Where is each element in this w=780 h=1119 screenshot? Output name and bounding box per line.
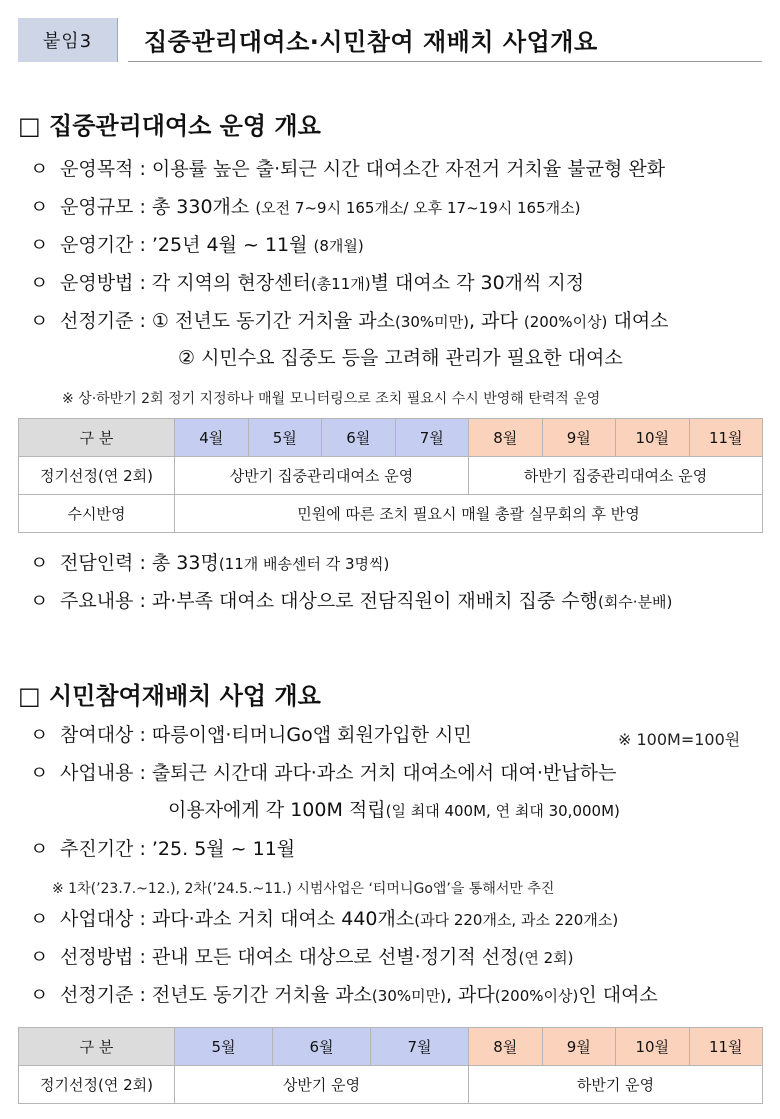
page-header [18,18,762,62]
s1-criteria: ㅇ 선정기준 : ① 전년도 동기간 거치율 과소(30%미만), 과다 (200%이상) 대여소 [30,310,669,332]
s1-method: ㅇ 운영방법 : 각 지역의 현장센터(총11개)별 대여소 각 30개씩 지정 [30,272,585,294]
s1-period: ㅇ 운영기간 : ’25년 4월 ~ 11월 (8개월) [30,234,364,256]
month-cell: 10월 [616,1028,690,1066]
attachment-tag: 붙임3 [18,18,118,62]
section1-heading: □ 집중관리대여소 운영 개요 [18,112,321,140]
month-cell: 9월 [542,419,616,457]
row-label: 정기선정(연 2회) [19,457,175,495]
s2-scope: ㅇ 사업대상 : 과다·과소 거치 대여소 440개소(과다 220개소, 과소 220개소) [30,908,619,930]
month-cell: 5월 [248,419,322,457]
adhoc-cell: 민원에 따른 조치 필요시 매월 총괄 실무회의 후 반영 [175,495,763,533]
month-cell: 11월 [689,419,763,457]
month-cell: 6월 [322,419,396,457]
month-cell: 6월 [273,1028,371,1066]
s1-scale: ㅇ 운영규모 : 총 330개소 (오전 7~9시 165개소/ 오후 17~19시 165개소) [30,196,581,218]
s2-target: ㅇ 참여대상 : 따릉이앱·티머니Go앱 회원가입한 시민 [30,724,472,746]
s2-method: ㅇ 선정방법 : 관내 모든 대여소 대상으로 선별·정기적 선정(연 2회) [30,946,574,968]
second-half-cell: 하반기 집중관리대여소 운영 [469,457,763,495]
s1-criteria-2: ② 시민수요 집중도 등을 고려해 관리가 필요한 대여소 [178,347,623,369]
s2-criteria: ㅇ 선정기준 : 전년도 동기간 거치율 과소(30%미만), 과다(200%이상)인 대여소 [30,984,658,1006]
s2-unit-note: ※ 100M=100원 [618,730,741,749]
month-cell: 5월 [175,1028,273,1066]
row-label: 정기선정(연 2회) [19,1066,175,1104]
s2-schedule-table [18,1027,763,1104]
s2-content: ㅇ 사업내용 : 출퇴근 시간대 과다·과소 거치 대여소에서 대여·반납하는 [30,762,617,784]
s2-content-2: 이용자에게 각 100M 적립(일 최대 400M, 연 최대 30,000M) [168,799,620,821]
table-header: 구 분 [19,419,175,457]
s1-schedule-table [18,418,763,533]
first-half-cell: 상반기 운영 [175,1066,469,1104]
month-cell: 7월 [395,419,469,457]
month-cell: 8월 [469,419,543,457]
month-cell: 8월 [469,1028,543,1066]
month-cell: 4월 [175,419,249,457]
s1-content: ㅇ 주요내용 : 과·부족 대여소 대상으로 전담직원이 재배치 집중 수행(회수·분배) [30,590,673,612]
table-header: 구 분 [19,1028,175,1066]
month-cell: 11월 [689,1028,763,1066]
row-label: 수시반영 [19,495,175,533]
s1-purpose: ㅇ 운영목적 : 이용률 높은 출·퇴근 시간 대여소간 자전거 거치율 불균형 완화 [30,158,666,180]
month-cell: 10월 [616,419,690,457]
section2-heading: □ 시민참여재배치 사업 개요 [18,682,321,710]
page-title: 집중관리대여소·시민참여 재배치 사업개요 [128,18,762,62]
s2-note: ※ 1차(’23.7.~12.), 2차(’24.5.~11.) 시범사업은 ‘티머니Go앱’을 통해서만 추진 [52,881,555,897]
first-half-cell: 상반기 집중관리대여소 운영 [175,457,469,495]
month-cell: 9월 [542,1028,616,1066]
s2-period: ㅇ 추진기간 : ’25. 5월 ~ 11월 [30,838,296,860]
second-half-cell: 하반기 운영 [469,1066,763,1104]
s1-staff: ㅇ 전담인력 : 총 33명(11개 배송센터 각 3명씩) [30,552,390,574]
month-cell: 7월 [371,1028,469,1066]
s1-note: ※ 상·하반기 2회 정기 지정하나 매월 모니터링으로 조치 필요시 수시 반영해 탄력적 운영 [62,391,601,407]
